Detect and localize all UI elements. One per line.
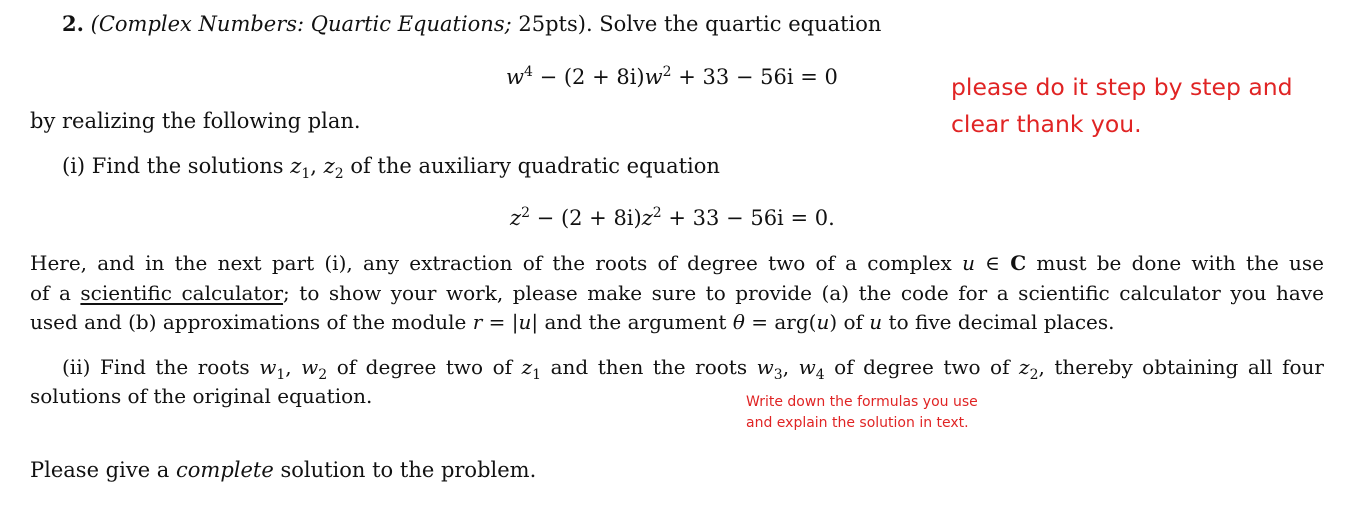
annotation-bottom-line1: Write down the formulas you use (746, 394, 978, 410)
sub-w1: 1 (276, 367, 286, 383)
here-line3-b: | and the argument (531, 310, 733, 334)
part-ii-label: (ii) (62, 355, 91, 379)
eq-var-w: w (506, 65, 524, 89)
part-i-rest: of the auxiliary quadratic equation (350, 154, 720, 178)
part-ii-line1: (ii) Find the roots $w_1$, $w_2$ of degree two of $z_1$ and then the roots $w_3$, $w_4$ of degree two of $z_2$, thereby obtaining all four (62, 355, 1324, 383)
eq-power-4: 4 (523, 64, 533, 80)
sub-z1-ii: 1 (532, 367, 542, 383)
problem-points: 25pts). Solve the quartic equation (518, 12, 882, 36)
here-line3-eq: = | (482, 310, 519, 334)
problem-header (62, 12, 881, 36)
var-z1: z (290, 154, 302, 178)
eq-tail: + 33 − 56i = 0 (671, 65, 838, 89)
var-theta: θ (732, 310, 745, 334)
in-symbol: ∈ (974, 251, 1011, 275)
part-ii-d: of degree two of (834, 355, 1010, 379)
aux-power-2: 2 (652, 205, 662, 221)
var-z2-ii: z (1019, 355, 1030, 379)
closing-line (30, 458, 536, 482)
sub-w3: 3 (773, 367, 783, 383)
eq-power-2: 2 (662, 64, 672, 80)
main-equation (506, 60, 838, 89)
scientific-calculator-link[interactable]: scientific calculator (80, 281, 284, 305)
aux-middle: − (2 + 8i) (530, 206, 642, 230)
annotation-top-line2: clear thank you. (951, 110, 1142, 138)
annotation-bottom-line2: and explain the solution in text. (746, 415, 969, 431)
here-line1-a: Here, and in the next part (i), any extraction of the roots of degree two of a complex (30, 251, 952, 275)
var-w1: w (259, 355, 277, 379)
part-ii-b: of degree two of (336, 355, 513, 379)
annotation-bottom (746, 392, 978, 434)
here-line1-b: must be done with the use (1026, 251, 1324, 275)
here-para-line1 (30, 251, 1324, 275)
var-w3: w (756, 355, 774, 379)
sub-z2-ii: 2 (1029, 367, 1039, 383)
closing-b: solution to the problem. (273, 458, 537, 482)
problem-number: 2. (62, 11, 84, 36)
var-w4: w (798, 355, 816, 379)
problem-topic: (Complex Numbers: Quartic Equations; (90, 12, 512, 36)
sub-w4: 4 (815, 367, 825, 383)
sub-w2: 2 (318, 367, 328, 383)
complex-set-C: C (1010, 251, 1027, 275)
aux-var-z2: z (641, 206, 653, 230)
var-u-2: u (518, 310, 532, 334)
closing-emphasis: complete (176, 458, 274, 482)
var-u-3: u (816, 310, 830, 334)
eq-var-w2: w (644, 65, 663, 89)
part-ii-c: and then the roots (550, 355, 748, 379)
plan-text: by realizing the following plan. (30, 109, 361, 133)
here-para-line2 (30, 281, 1324, 305)
var-u-4: u (869, 310, 883, 334)
here-line3-e: to five decimal places. (882, 310, 1115, 334)
here-line3-a: used and (b) approximations of the module (30, 310, 473, 334)
part-ii-e: , thereby obtaining all four (1038, 355, 1324, 379)
here-line3-d: ) of (829, 310, 870, 334)
var-u: u (962, 251, 975, 275)
here-para-line3 (30, 310, 1114, 334)
closing-a: Please give a (30, 458, 176, 482)
sep: , (310, 154, 317, 178)
part-i (62, 154, 720, 186)
eq-middle: − (2 + 8i) (532, 65, 645, 89)
here-line3-c: = arg( (744, 310, 817, 334)
annotation-top (951, 69, 1293, 143)
var-z2: z (323, 154, 335, 178)
part-i-label: (i) (62, 154, 86, 178)
part-ii-a: Find the roots (99, 355, 250, 379)
sub-2: 2 (334, 166, 344, 183)
here-line2-b: ; to show your work, please make sure to provide (a) the code for a scientific calculator you have (283, 281, 1324, 305)
var-r: r (472, 310, 483, 334)
here-line2-a: of a (30, 281, 81, 305)
sub-1: 1 (301, 166, 311, 183)
var-w2: w (301, 355, 319, 379)
aux-tail: + 33 − 56i = 0. (661, 206, 835, 230)
aux-equation (510, 201, 835, 230)
part-ii-line2: solutions of the original equation. (30, 384, 373, 408)
aux-var-z: z (510, 206, 522, 230)
aux-power: 2 (521, 205, 530, 221)
var-z1-ii: z (521, 355, 533, 379)
part-i-intro: Find the solutions (91, 154, 284, 178)
annotation-top-line1: please do it step by step and (951, 73, 1293, 101)
